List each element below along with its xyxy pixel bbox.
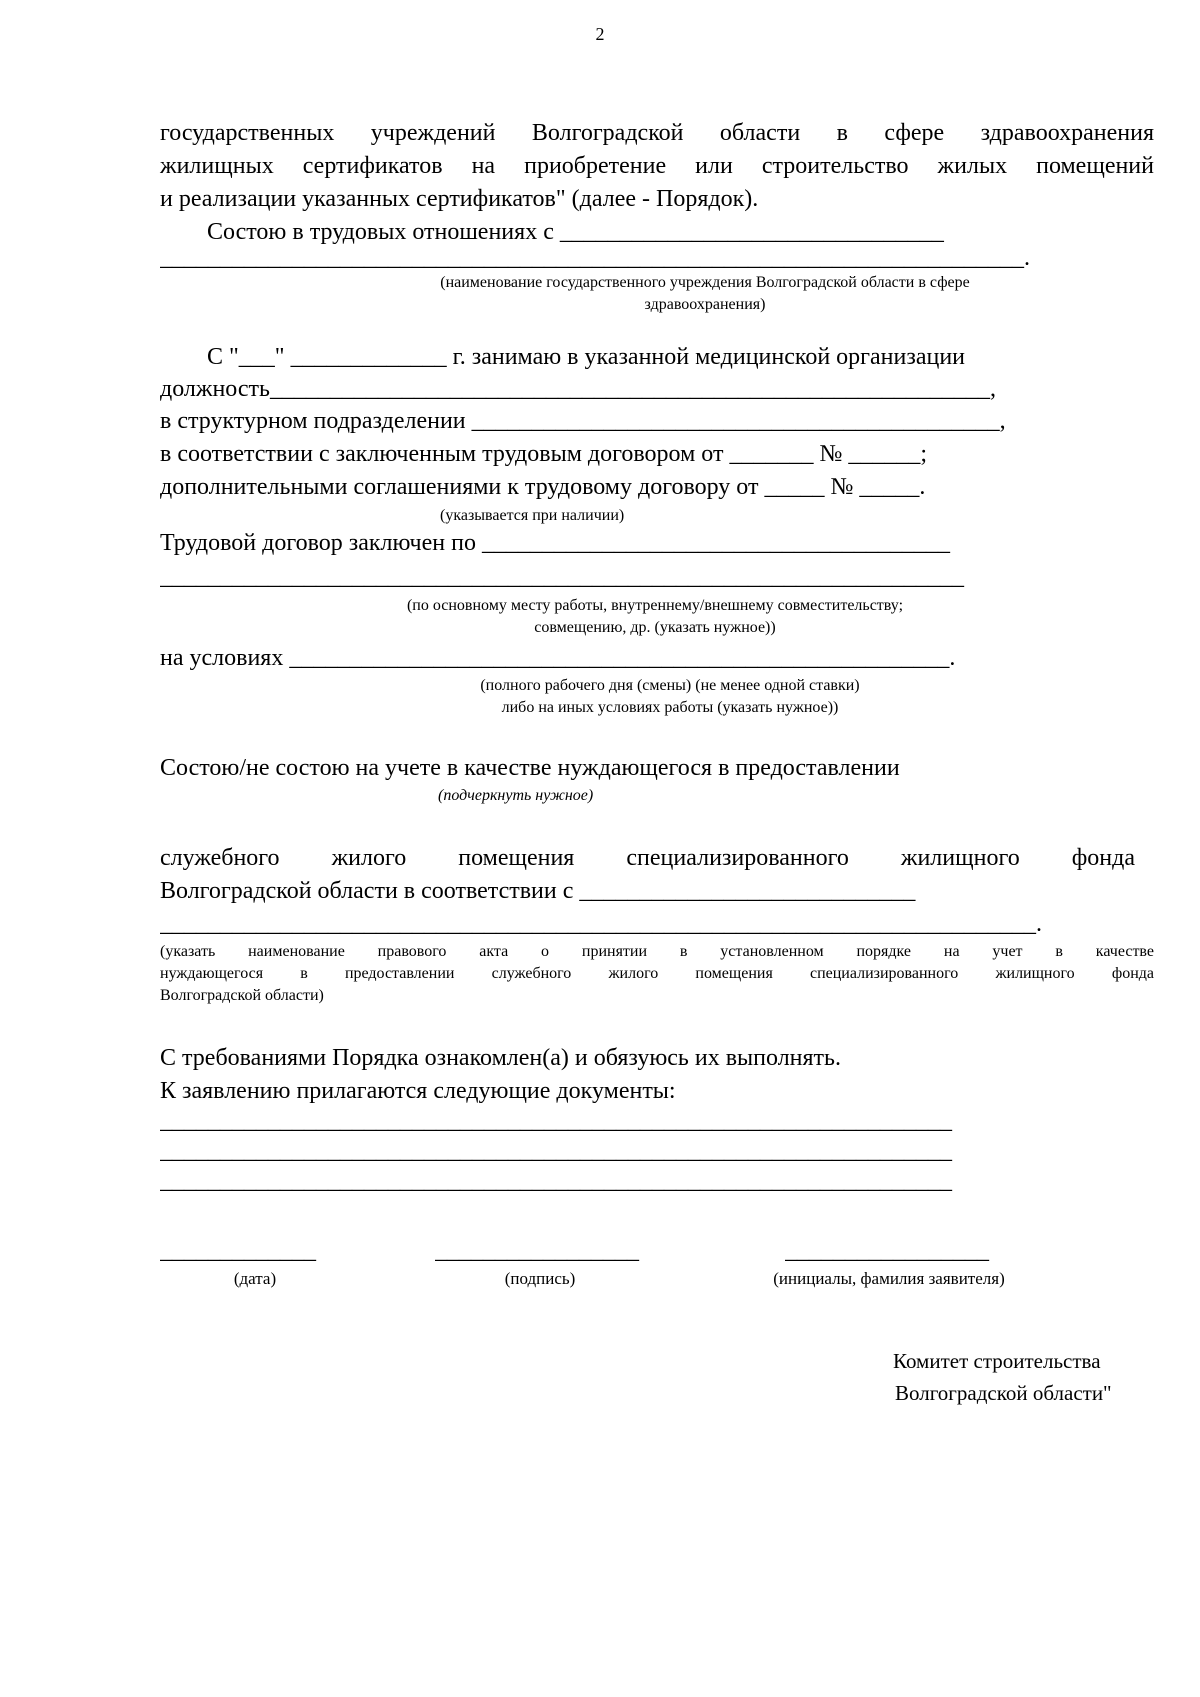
name-label: (инициалы, фамилия заявителя) [773, 1269, 1005, 1288]
position-contract-line: в соответствии с заключенным трудовым договором от _______ № ______; [160, 441, 928, 467]
position-date-line: С "___" _____________ г. занимаю в указанной медицинской организации [207, 344, 966, 370]
position-supplementary-note: (указывается при наличии) [440, 507, 625, 524]
name-blank: _________________ [785, 1238, 989, 1264]
registration-note-c: Волгоградской области) [160, 987, 324, 1004]
contract-note-1: (по основному месту работы, внутреннему/внешнему совместительству; [406, 597, 904, 614]
footer-line-2: Волгоградской области" [895, 1381, 1112, 1405]
signature-label: (подпись) [504, 1269, 576, 1288]
registration-line-2: служебного жилого помещения специализированного жилищного фонда [160, 845, 1135, 871]
contract-conditions-line: на условиях _______________________________________________________. [160, 645, 956, 671]
position-supplementary-line: дополнительными соглашениями к трудовому договору от _____ № _____. [160, 474, 926, 500]
date-blank: _____________ [160, 1238, 316, 1264]
attachments-heading: К заявлению прилагаются следующие документы: [160, 1078, 676, 1104]
contract-basis-line: Трудовой договор заключен по _______________________________________ [160, 530, 950, 556]
registration-note-b: нуждающегося в предоставлении служебного жилого помещения специализированного жилищного фонда [160, 965, 1154, 982]
registration-line-4: _________________________________________________________________________. [160, 911, 1042, 937]
acknowledgement-line: С требованиями Порядка ознакомлен(а) и обязуюсь их выполнять. [160, 1045, 841, 1071]
registration-line-3: Волгоградской области в соответствии с ____________________________ [160, 878, 916, 904]
footer-line-1: Комитет строительства [893, 1349, 1101, 1373]
employment-note-2: здравоохранения) [644, 296, 766, 313]
intro-line-1: государственных учреждений Волгоградской области в сфере здравоохранения [160, 120, 1154, 146]
contract-note-2: совмещению, др. (указать нужное)) [534, 619, 776, 636]
signature-blank: _________________ [435, 1238, 639, 1264]
attachment-line: __________________________________________________________________ [160, 1108, 952, 1134]
position-post-line: должность____________________________________________________________, [160, 376, 996, 402]
registration-line: Состою/не состою на учете в качестве нуждающегося в предоставлении [160, 755, 900, 781]
contract-basis-line-2: ___________________________________________________________________ [160, 564, 964, 590]
employment-lead: Состою в трудовых отношениях с ________________________________ [207, 219, 944, 245]
position-unit-line: в структурном подразделении ____________________________________________, [160, 408, 1006, 434]
employment-institution-line: ________________________________________________________________________. [160, 245, 1030, 271]
attachment-line: __________________________________________________________________ [160, 1138, 952, 1164]
attachment-line: __________________________________________________________________ [160, 1168, 952, 1194]
date-label: (дата) [233, 1269, 277, 1288]
page-number: 2 [595, 24, 605, 44]
employment-note-1: (наименование государственного учреждения Волгоградской области в сфере [440, 274, 970, 291]
intro-line-3: и реализации указанных сертификатов" (далее - Порядок). [160, 186, 759, 212]
registration-note: (подчеркнуть нужное) [438, 787, 594, 804]
registration-note-a: (указать наименование правового акта о принятии в установленном порядке на учет в качестве [160, 943, 1154, 960]
intro-line-2: жилищных сертификатов на приобретение или строительство жилых помещений [160, 153, 1154, 179]
conditions-note-2: либо на иных условиях работы (указать нужное)) [501, 699, 839, 716]
conditions-note-1: (полного рабочего дня (смены) (не менее одной ставки) [480, 677, 860, 694]
